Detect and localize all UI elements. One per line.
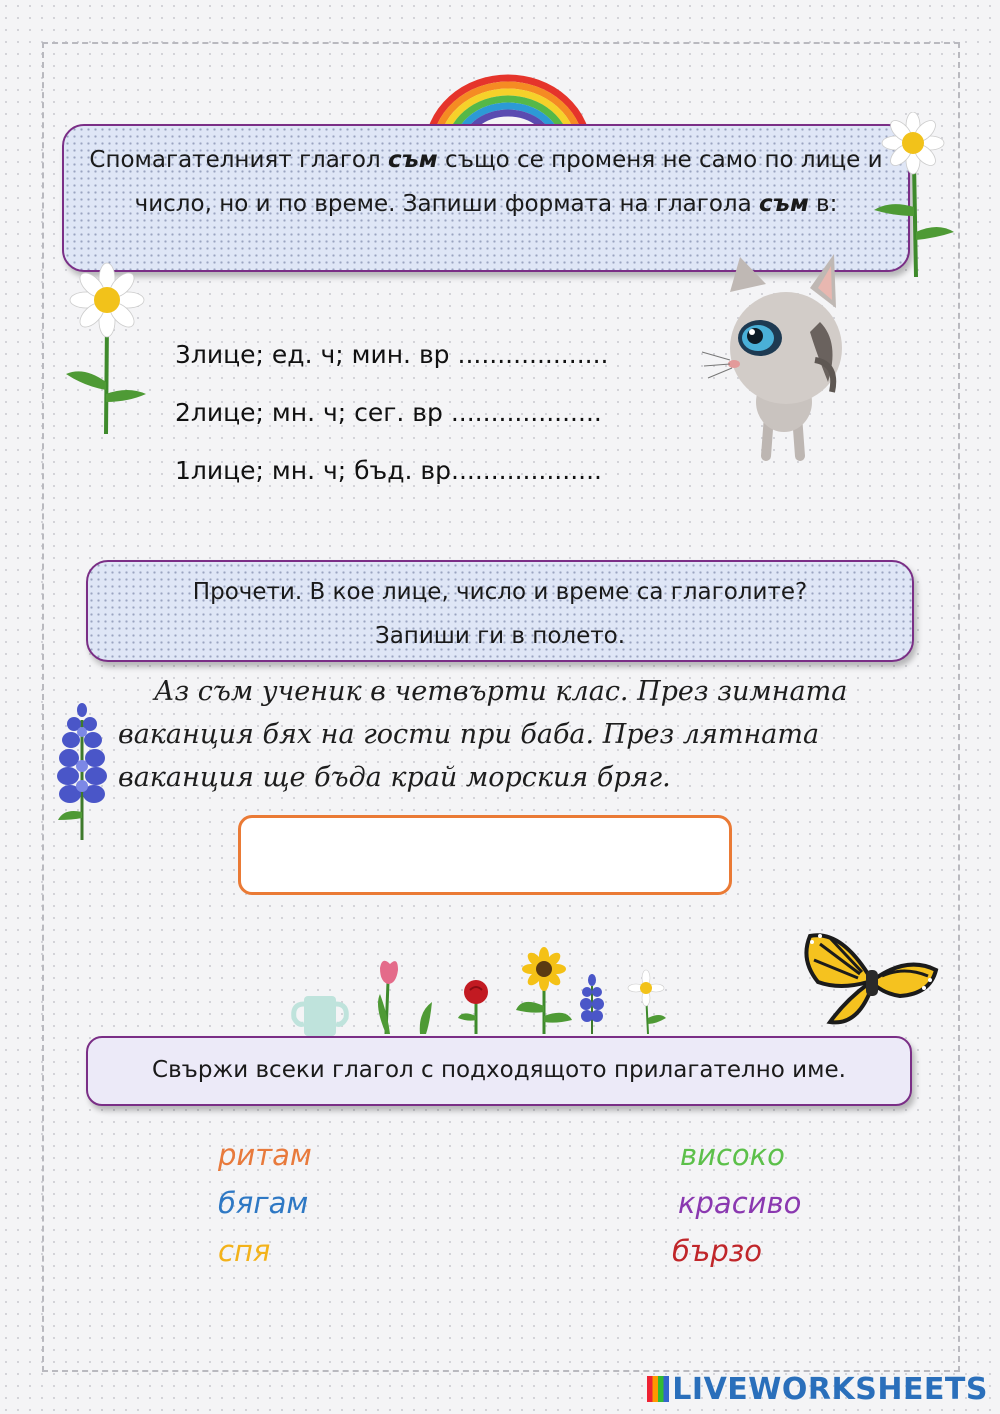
adverb-item-2[interactable]: красиво bbox=[678, 1186, 802, 1220]
exercise-line-1: 3лице; ед. ч; мин. вр ................... bbox=[175, 340, 609, 369]
adverb-item-1[interactable]: високо bbox=[680, 1138, 785, 1172]
answer-input[interactable] bbox=[238, 815, 732, 895]
instruction-box-read bbox=[86, 560, 914, 662]
highlight-verb: съм bbox=[759, 191, 809, 217]
instruction-text: Свържи всеки глагол с подходящото прилагателно име. bbox=[152, 1057, 846, 1083]
logo-text: LIVEWORKSHEETS bbox=[672, 1372, 988, 1407]
instruction-line-1: Прочети. В кое лице, число и време са глаголите? bbox=[192, 579, 808, 605]
liveworksheets-logo[interactable] bbox=[647, 1372, 988, 1407]
exercise-line-3: 1лице; мн. ч; бъд. вр................... bbox=[175, 456, 602, 485]
verb-item-2[interactable]: бягам bbox=[218, 1186, 309, 1220]
daisy-icon bbox=[62, 262, 152, 438]
highlight-verb: съм bbox=[388, 147, 438, 173]
instruction-box-match bbox=[86, 1036, 912, 1106]
cat-illustration bbox=[700, 252, 850, 462]
story-line-2: ваканция бях на гости при баба. През лятната bbox=[118, 719, 820, 750]
reading-text bbox=[118, 670, 858, 799]
lupine-icon bbox=[54, 700, 110, 842]
instruction-text: в: bbox=[808, 191, 838, 217]
instruction-text: Спомагателният глагол bbox=[89, 147, 389, 173]
verb-item-3[interactable]: спя bbox=[218, 1234, 271, 1268]
story-line-1: Аз съм ученик в четвърти клас. През зимната bbox=[154, 676, 848, 707]
adverb-item-3[interactable]: бързо bbox=[672, 1234, 762, 1268]
butterfly-icon bbox=[800, 930, 946, 1026]
verb-item-1[interactable]: ритам bbox=[218, 1138, 312, 1172]
instruction-box-verb-to-be bbox=[62, 124, 910, 272]
daisy-icon bbox=[868, 112, 958, 282]
flower-row-icon bbox=[290, 946, 670, 1036]
logo-icon bbox=[647, 1376, 669, 1402]
instruction-line-2: Запиши ги в полето. bbox=[374, 623, 626, 649]
instruction-text: също се променя не само по лице и число, но и по време. Запиши формата на глагола bbox=[134, 147, 883, 217]
exercise-line-2: 2лице; мн. ч; сег. вр ................... bbox=[175, 398, 602, 427]
story-line-3: ваканция ще бъда край морския бряг. bbox=[118, 762, 671, 793]
